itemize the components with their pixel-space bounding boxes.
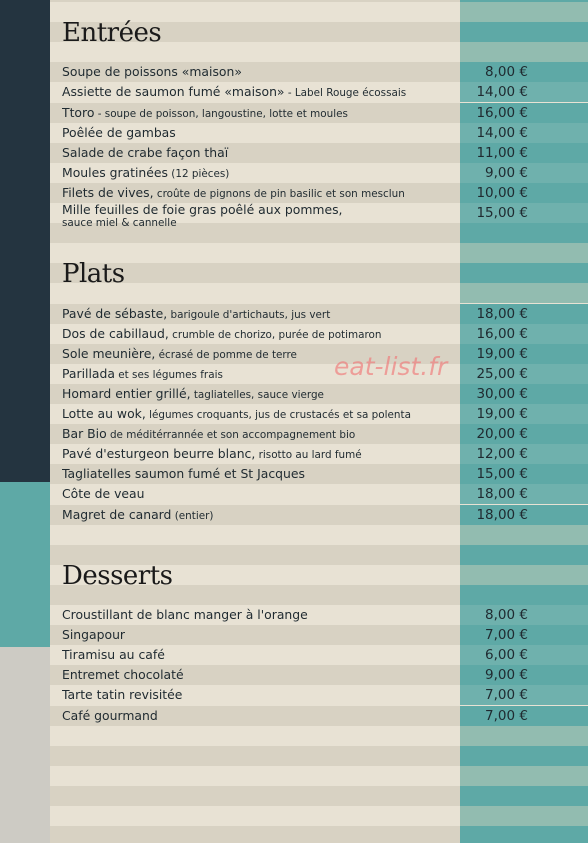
menu-item-name bbox=[62, 384, 452, 405]
menu-item-price: 9,00 € bbox=[485, 164, 528, 181]
left-color-band bbox=[0, 0, 50, 843]
menu-item-title: Dos de cabillaud, bbox=[62, 325, 169, 341]
menu-item-title: Moules gratinées bbox=[62, 164, 168, 180]
menu-item-price: 18,00 € bbox=[476, 486, 528, 503]
menu-item-name bbox=[62, 665, 452, 685]
menu-item-price: 11,00 € bbox=[476, 144, 528, 161]
menu-item-name bbox=[62, 605, 452, 625]
menu-item-price: 16,00 € bbox=[476, 325, 528, 342]
menu-item bbox=[62, 324, 588, 344]
menu-item bbox=[62, 404, 588, 424]
menu-item bbox=[62, 685, 588, 705]
menu-item-name bbox=[62, 123, 452, 143]
menu-item-detail: crumble de chorizo, purée de potimaron bbox=[168, 328, 382, 341]
menu-item-title: Tarte tatin revisitée bbox=[62, 687, 183, 703]
menu-item bbox=[62, 143, 588, 163]
menu-item-name bbox=[62, 625, 452, 645]
menu-item bbox=[62, 464, 588, 484]
menu-item-price: 7,00 € bbox=[485, 707, 528, 724]
menu-item-price: 19,00 € bbox=[476, 406, 528, 422]
menu-item-name bbox=[62, 103, 452, 124]
menu-item bbox=[62, 625, 588, 645]
menu-item-name bbox=[62, 62, 452, 82]
menu-item-title: Assiette de saumon fumé «maison» bbox=[62, 84, 285, 100]
menu-item-price: 18,00 € bbox=[476, 506, 528, 523]
menu-item-detail: - soupe de poisson, langoustine, lotte et moules bbox=[94, 107, 348, 120]
menu-item-price: 18,00 € bbox=[476, 305, 528, 322]
menu-item-price: 15,00 € bbox=[476, 205, 528, 221]
menu-item bbox=[62, 384, 588, 404]
menu-item-title: Côte de veau bbox=[62, 486, 145, 502]
menu-item-name bbox=[62, 464, 452, 484]
menu-item-price: 20,00 € bbox=[476, 426, 528, 443]
menu-item bbox=[62, 505, 588, 525]
menu-content bbox=[62, 0, 588, 843]
menu-item-price: 7,00 € bbox=[485, 687, 528, 704]
menu-item-price: 7,00 € bbox=[485, 627, 528, 644]
watermark: eat-list.fr bbox=[334, 352, 448, 381]
menu-item-price: 15,00 € bbox=[476, 466, 528, 483]
menu-item-name bbox=[62, 143, 452, 163]
menu-item-name bbox=[62, 424, 452, 445]
menu-item-title: Entremet chocolaté bbox=[62, 667, 184, 683]
menu-item-title: Croustillant de blanc manger à l'orange bbox=[62, 607, 308, 622]
menu-item-title: Parillada bbox=[62, 365, 115, 381]
menu-item bbox=[62, 424, 588, 444]
menu-item-name bbox=[62, 163, 452, 184]
menu-item-title: Pavé de sébaste, bbox=[62, 305, 168, 321]
menu-item-title: Salade de crabe façon thaï bbox=[62, 144, 229, 160]
menu-item-title: Poêlée de gambas bbox=[62, 124, 176, 140]
menu-item bbox=[62, 82, 588, 102]
section-title-entrees: Entrées bbox=[62, 18, 162, 49]
menu-item-price: 6,00 € bbox=[485, 647, 528, 664]
menu-item bbox=[62, 484, 588, 504]
menu-item-title: Mille feuilles de foie gras poêlé aux pommes, bbox=[62, 202, 343, 217]
menu-item-detail: et ses légumes frais bbox=[114, 368, 223, 381]
menu-item bbox=[62, 706, 588, 726]
menu-item-title: Sole meunière, bbox=[62, 345, 156, 361]
menu-item-title: Magret de canard bbox=[62, 506, 172, 522]
menu-item-detail: croûte de pignons de pin basilic et son mesclun bbox=[153, 187, 405, 200]
menu-item-detail: risotto au lard fumé bbox=[255, 449, 362, 462]
left-band-grey bbox=[0, 647, 50, 843]
menu-item-detail: écrasé de pomme de terre bbox=[155, 348, 297, 361]
menu-item-subline: sauce miel & cannelle bbox=[62, 217, 177, 229]
menu-item-price: 14,00 € bbox=[476, 124, 528, 141]
menu-item-detail: tagliatelles, sauce vierge bbox=[190, 388, 324, 401]
menu-item-title: Tagliatelles saumon fumé et St Jacques bbox=[62, 466, 305, 482]
menu-item bbox=[62, 163, 588, 183]
menu-item-title: Filets de vives, bbox=[62, 184, 154, 200]
menu-item-price: 25,00 € bbox=[476, 365, 528, 382]
section-title-plats: Plats bbox=[62, 259, 125, 290]
menu-item-price: 8,00 € bbox=[485, 607, 528, 623]
menu-item-price: 9,00 € bbox=[485, 667, 528, 684]
left-band-dark bbox=[0, 0, 50, 482]
menu-item-detail: légumes croquants, jus de crustacés et sa polenta bbox=[145, 409, 411, 421]
menu-item bbox=[62, 605, 588, 625]
menu-item-detail: (entier) bbox=[171, 509, 214, 522]
menu-item-name bbox=[62, 82, 452, 103]
menu-item bbox=[62, 444, 588, 464]
menu-item-name bbox=[62, 484, 452, 504]
menu-item bbox=[62, 364, 588, 384]
menu-item-title: Ttoro bbox=[62, 104, 95, 120]
menu-item bbox=[62, 645, 588, 665]
menu-item-price: 19,00 € bbox=[476, 345, 528, 362]
menu-item-name bbox=[62, 444, 452, 465]
menu-item-price: 30,00 € bbox=[476, 385, 528, 402]
menu-item-title: Pavé d'esturgeon beurre blanc, bbox=[62, 446, 256, 462]
menu-item-name bbox=[62, 645, 452, 665]
menu-item-name bbox=[62, 404, 452, 425]
menu-item-title: Café gourmand bbox=[62, 707, 158, 723]
menu-item-detail: (12 pièces) bbox=[168, 167, 230, 180]
menu-item-name bbox=[62, 706, 452, 726]
menu-item bbox=[62, 123, 588, 143]
section-title-desserts: Desserts bbox=[62, 560, 173, 591]
menu-item-price: 14,00 € bbox=[476, 84, 528, 101]
menu-item bbox=[62, 344, 588, 364]
menu-item-name bbox=[62, 324, 452, 345]
menu-item bbox=[62, 103, 588, 123]
left-band-teal bbox=[0, 482, 50, 647]
menu-item-price: 16,00 € bbox=[476, 104, 528, 121]
menu-item-name bbox=[62, 304, 452, 325]
menu-item-price: 12,00 € bbox=[476, 446, 528, 463]
menu-item-detail: de méditérrannée et son accompagnement bio bbox=[106, 429, 356, 442]
menu-item-title: Lotte au wok, bbox=[62, 406, 146, 421]
menu-item-detail: - Label Rouge écossais bbox=[284, 87, 407, 100]
menu-item-price: 8,00 € bbox=[485, 64, 528, 81]
menu-item-title: Singapour bbox=[62, 627, 126, 643]
menu-item-detail: barigoule d'artichauts, jus vert bbox=[167, 308, 331, 321]
menu-item-title: Soupe de poissons «maison» bbox=[62, 64, 242, 80]
menu-item-title: Homard entier grillé, bbox=[62, 385, 191, 401]
menu-item bbox=[62, 202, 588, 229]
menu-item-title: Bar Bio bbox=[62, 426, 107, 442]
menu-item-title: Tiramisu au café bbox=[62, 647, 165, 663]
menu-item bbox=[62, 665, 588, 685]
menu-item-name bbox=[62, 505, 452, 526]
menu-item bbox=[62, 62, 588, 82]
menu-item bbox=[62, 304, 588, 324]
menu-item-name bbox=[62, 685, 452, 705]
menu-item-price: 10,00 € bbox=[476, 184, 528, 201]
